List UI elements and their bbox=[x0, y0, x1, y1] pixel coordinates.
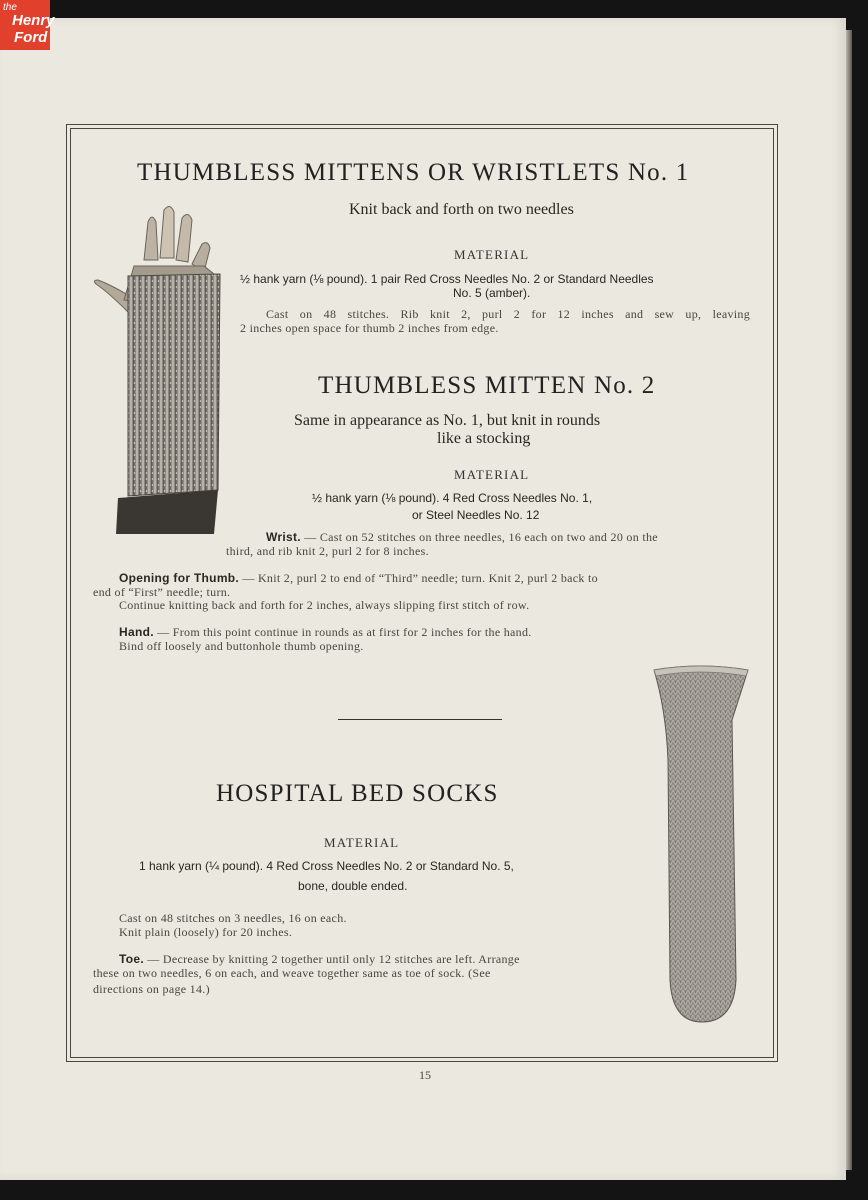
logo-text-the: the bbox=[3, 2, 17, 13]
wrist-label: Wrist. bbox=[266, 530, 301, 544]
toe-text1: — Decrease by knitting 2 together until only 12 stitches are left. Arrange bbox=[143, 952, 520, 966]
toe-line2: these on two needles, 6 on each, and weave together same as toe of sock. (See bbox=[93, 966, 491, 980]
section1-title: THUMBLESS MITTENS OR WRISTLETS No. 1 bbox=[137, 159, 690, 186]
page-number: 15 bbox=[419, 1068, 431, 1082]
hand-text1: — From this point continue in rounds as at first for 2 inches for the hand. bbox=[153, 625, 532, 639]
section3-body-line2: Knit plain (loosely) for 20 inches. bbox=[119, 925, 293, 939]
section3-material-line1: 1 hank yarn (¼ pound). 4 Red Cross Needles No. 2 or Standard No. 5, bbox=[139, 859, 514, 873]
thumb-line1 bbox=[119, 572, 598, 586]
section2-subtitle-line1: Same in appearance as No. 1, but knit in rounds bbox=[294, 412, 601, 429]
logo-text-henry: Henry bbox=[12, 12, 55, 29]
section2-title: THUMBLESS MITTEN No. 2 bbox=[318, 372, 656, 399]
mitten-illustration bbox=[88, 200, 228, 540]
bed-sock-illustration bbox=[648, 660, 754, 1026]
section2-material-label: MATERIAL bbox=[454, 467, 530, 482]
toe-label: Toe. bbox=[119, 952, 144, 966]
thumb-line2: end of “First” needle; turn. bbox=[93, 585, 231, 599]
thumb-label: Opening for Thumb. bbox=[119, 571, 240, 585]
section1-body-line2: 2 inches open space for thumb 2 inches from edge. bbox=[240, 321, 499, 335]
section-divider bbox=[338, 719, 502, 720]
thumb-line3: Continue knitting back and forth for 2 inches, always slipping first stitch of row. bbox=[119, 598, 530, 612]
section1-material-line1: ½ hank yarn (⅛ pound). 1 pair Red Cross Needles No. 2 or Standard Needles bbox=[240, 272, 654, 286]
logo-text-ford: Ford bbox=[14, 29, 48, 46]
section1-body-line1: Cast on 48 stitches. Rib knit 2, purl 2 for 12 inches and sew up, leaving bbox=[266, 307, 750, 321]
section3-title: HOSPITAL BED SOCKS bbox=[216, 780, 499, 807]
wrist-text1: — Cast on 52 stitches on three needles, 16 each on two and 20 on the bbox=[300, 530, 658, 544]
section2-material-line1: ½ hank yarn (⅛ pound). 4 Red Cross Needles No. 1, bbox=[312, 491, 593, 505]
section3-body-line1: Cast on 48 stitches on 3 needles, 16 on each. bbox=[119, 911, 347, 925]
page-edge bbox=[846, 30, 852, 1170]
section2-material-line2: or Steel Needles No. 12 bbox=[412, 508, 540, 522]
henry-ford-logo bbox=[0, 0, 55, 50]
toe-line1 bbox=[119, 953, 520, 967]
section1-material-label: MATERIAL bbox=[454, 247, 530, 262]
toe-line3: directions on page 14.) bbox=[93, 982, 210, 996]
thumb-text1: — Knit 2, purl 2 to end of “Third” needle; turn. Knit 2, purl 2 back to bbox=[239, 571, 598, 585]
section3-material-label: MATERIAL bbox=[324, 835, 400, 850]
wrist-line1 bbox=[266, 531, 658, 545]
section1-subtitle: Knit back and forth on two needles bbox=[349, 201, 574, 218]
section2-subtitle-line2: like a stocking bbox=[437, 430, 531, 447]
hand-label: Hand. bbox=[119, 625, 154, 639]
hand-line2: Bind off loosely and buttonhole thumb opening. bbox=[119, 639, 364, 653]
hand-line1 bbox=[119, 626, 532, 640]
section3-material-line2: bone, double ended. bbox=[298, 879, 408, 893]
wrist-line2: third, and rib knit 2, purl 2 for 8 inches. bbox=[226, 544, 429, 558]
section1-material-line2: No. 5 (amber). bbox=[453, 286, 531, 300]
